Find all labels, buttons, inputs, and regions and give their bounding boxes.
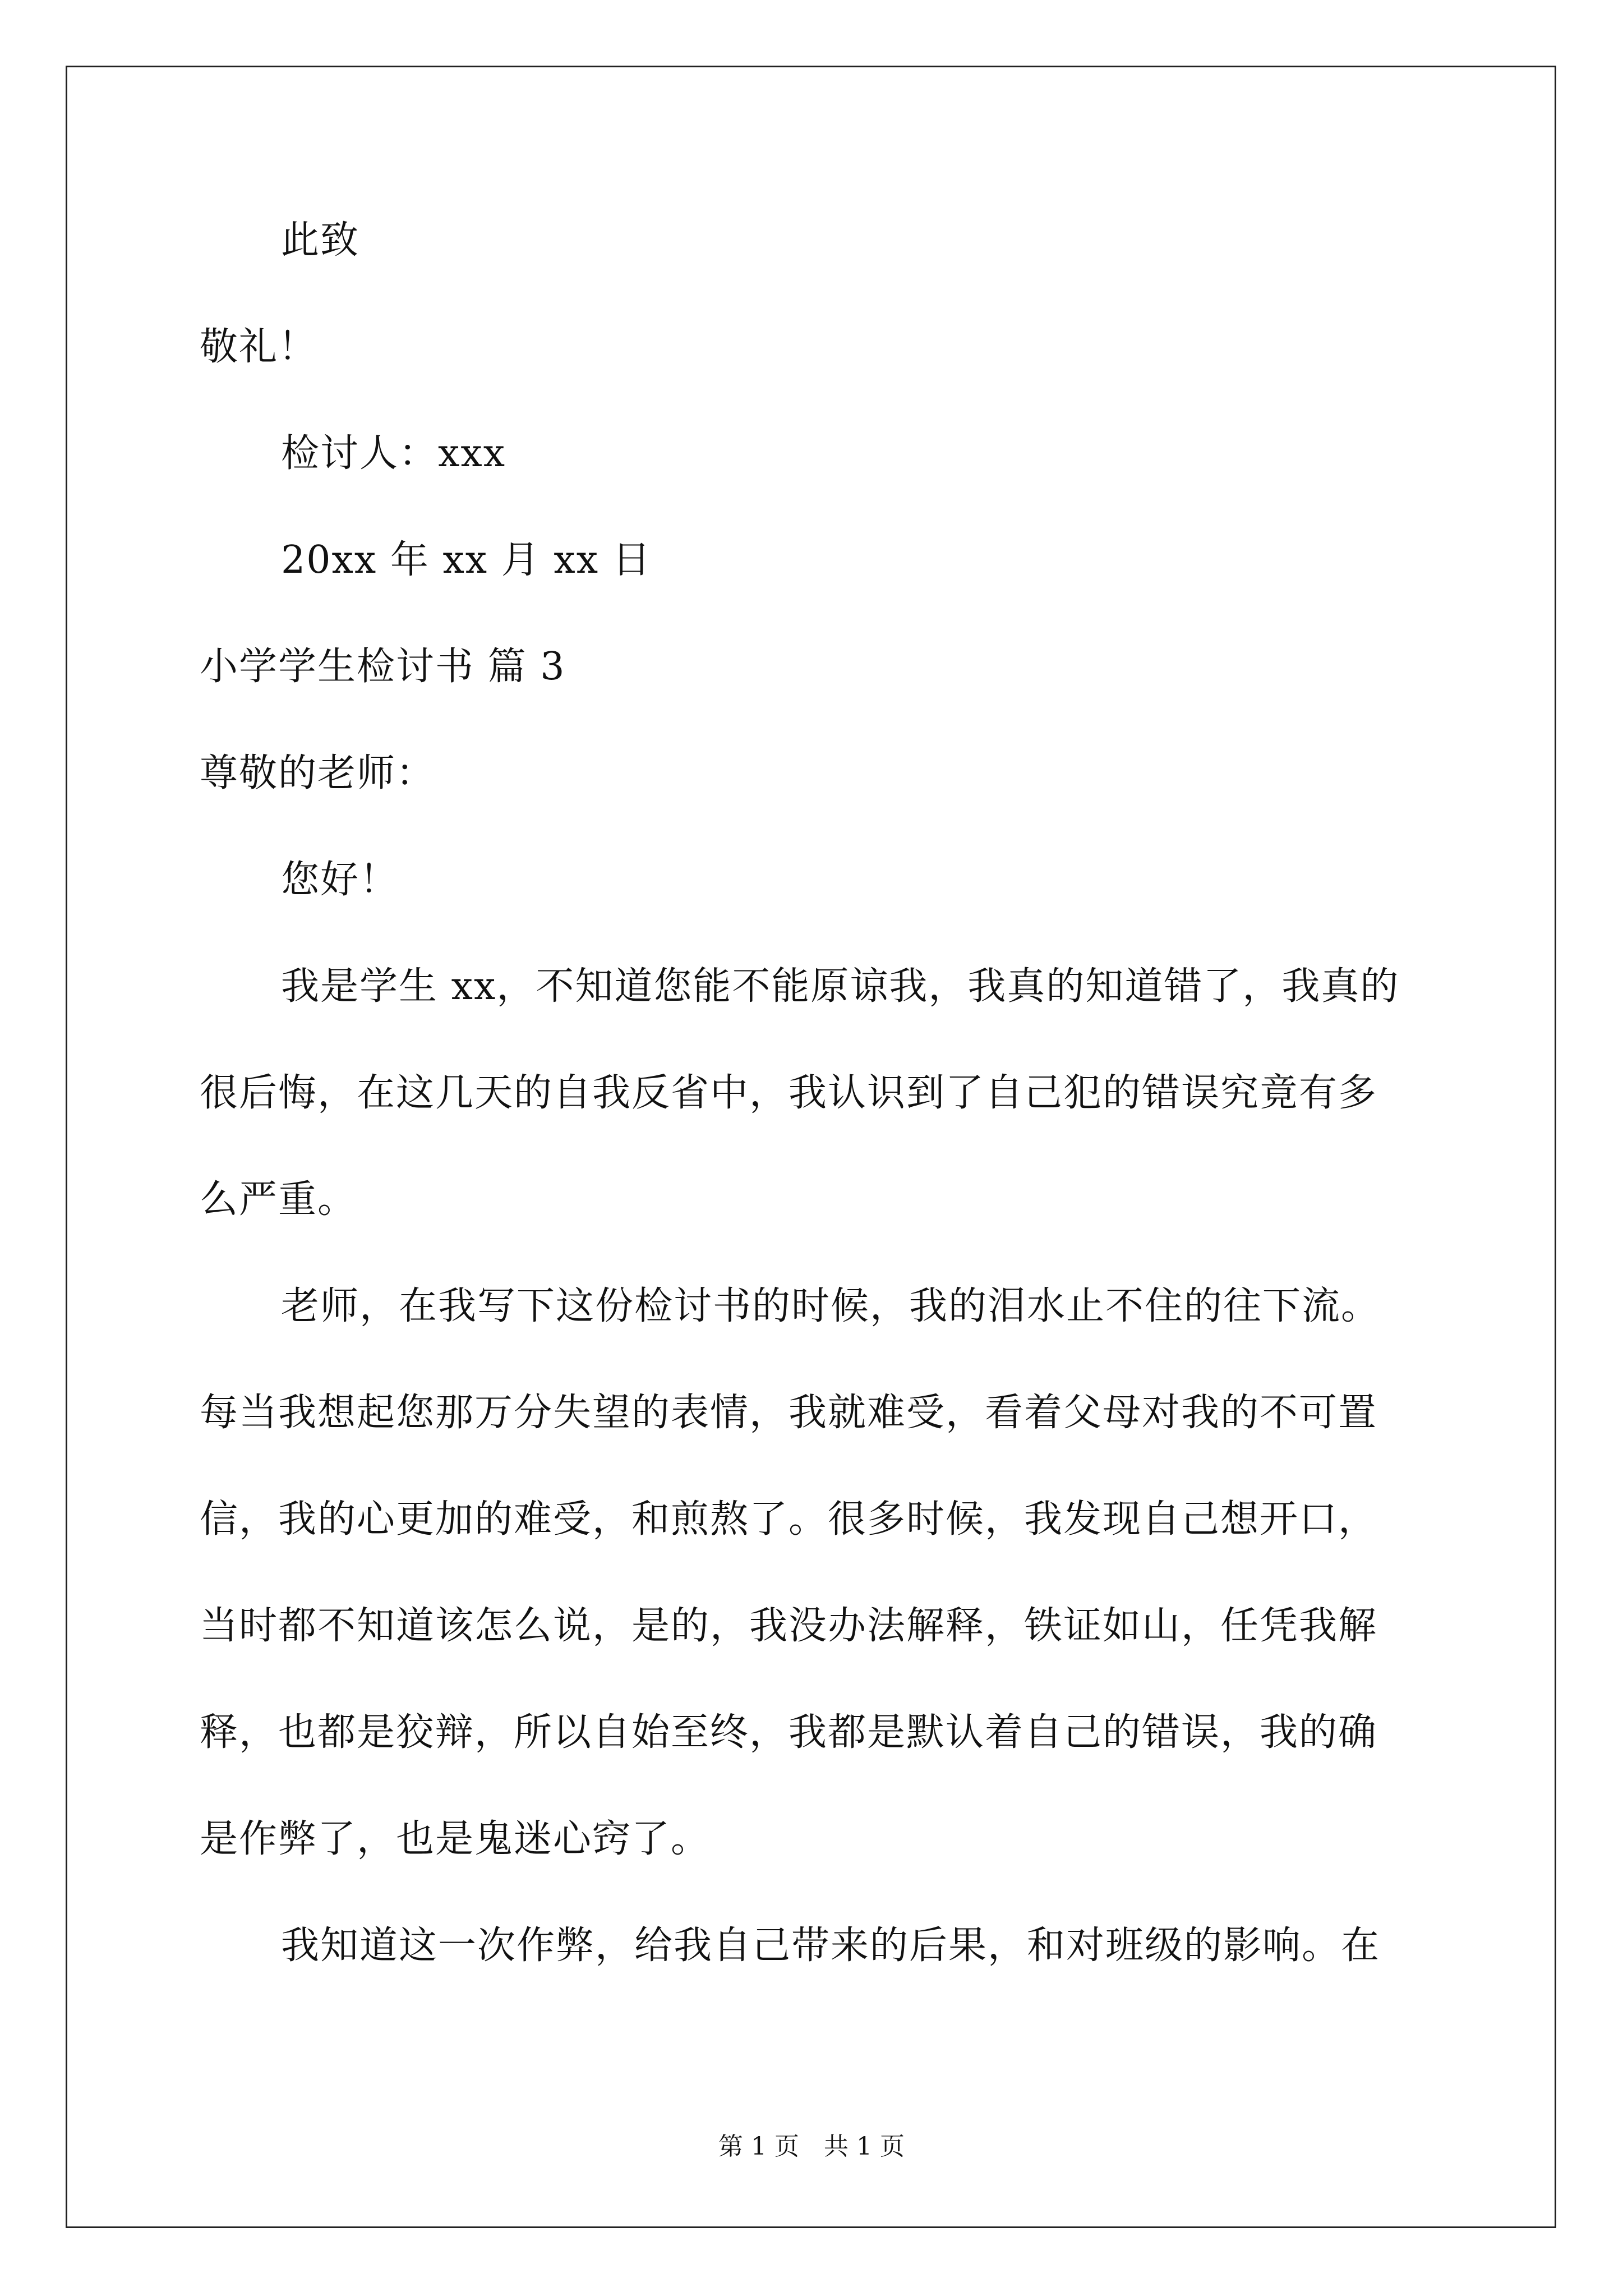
page-frame <box>66 66 1556 2228</box>
hello-line: 您好！ <box>281 858 399 902</box>
paragraph-line: 释，也都是狡辩，所以自始至终，我都是默认着自己的错误，我的确 <box>200 1710 1378 1755</box>
page-footer: 第 1 页 共 1 页 <box>718 2132 905 2161</box>
section-title: 小学学生检讨书 篇 3 <box>200 645 566 689</box>
paragraph-line: 信，我的心更加的难受，和煎熬了。很多时候，我发现自己想开口， <box>200 1497 1378 1542</box>
paragraph-line: 当时都不知道该怎么说，是的，我没办法解释，铁证如山，任凭我解 <box>200 1604 1378 1648</box>
paragraph-line: 老师，在我写下这份检讨书的时候，我的泪水止不住的往下流。 <box>281 1284 1381 1328</box>
paragraph-line: 么严重。 <box>200 1177 357 1222</box>
date-line: 20xx 年 xx 月 xx 日 <box>281 538 652 582</box>
paragraph-line: 很后悔，在这几天的自我反省中，我认识到了自己犯的错误究竟有多 <box>200 1071 1378 1115</box>
paragraph-line: 我知道这一次作弊，给我自己带来的后果，和对班级的影响。在 <box>281 1924 1381 1968</box>
signer: 检讨人：xxx <box>281 431 506 476</box>
paragraph-line: 是作弊了，也是鬼迷心窍了。 <box>200 1817 711 1861</box>
closing-regards: 敬礼！ <box>200 325 318 369</box>
closing-salutation: 此致 <box>281 218 360 263</box>
greeting: 尊敬的老师： <box>200 751 436 795</box>
paragraph-line: 我是学生 xx，不知道您能不能原谅我，我真的知道错了，我真的 <box>281 964 1400 1009</box>
paragraph-line: 每当我想起您那万分失望的表情，我就难受，看着父母对我的不可置 <box>200 1391 1378 1435</box>
